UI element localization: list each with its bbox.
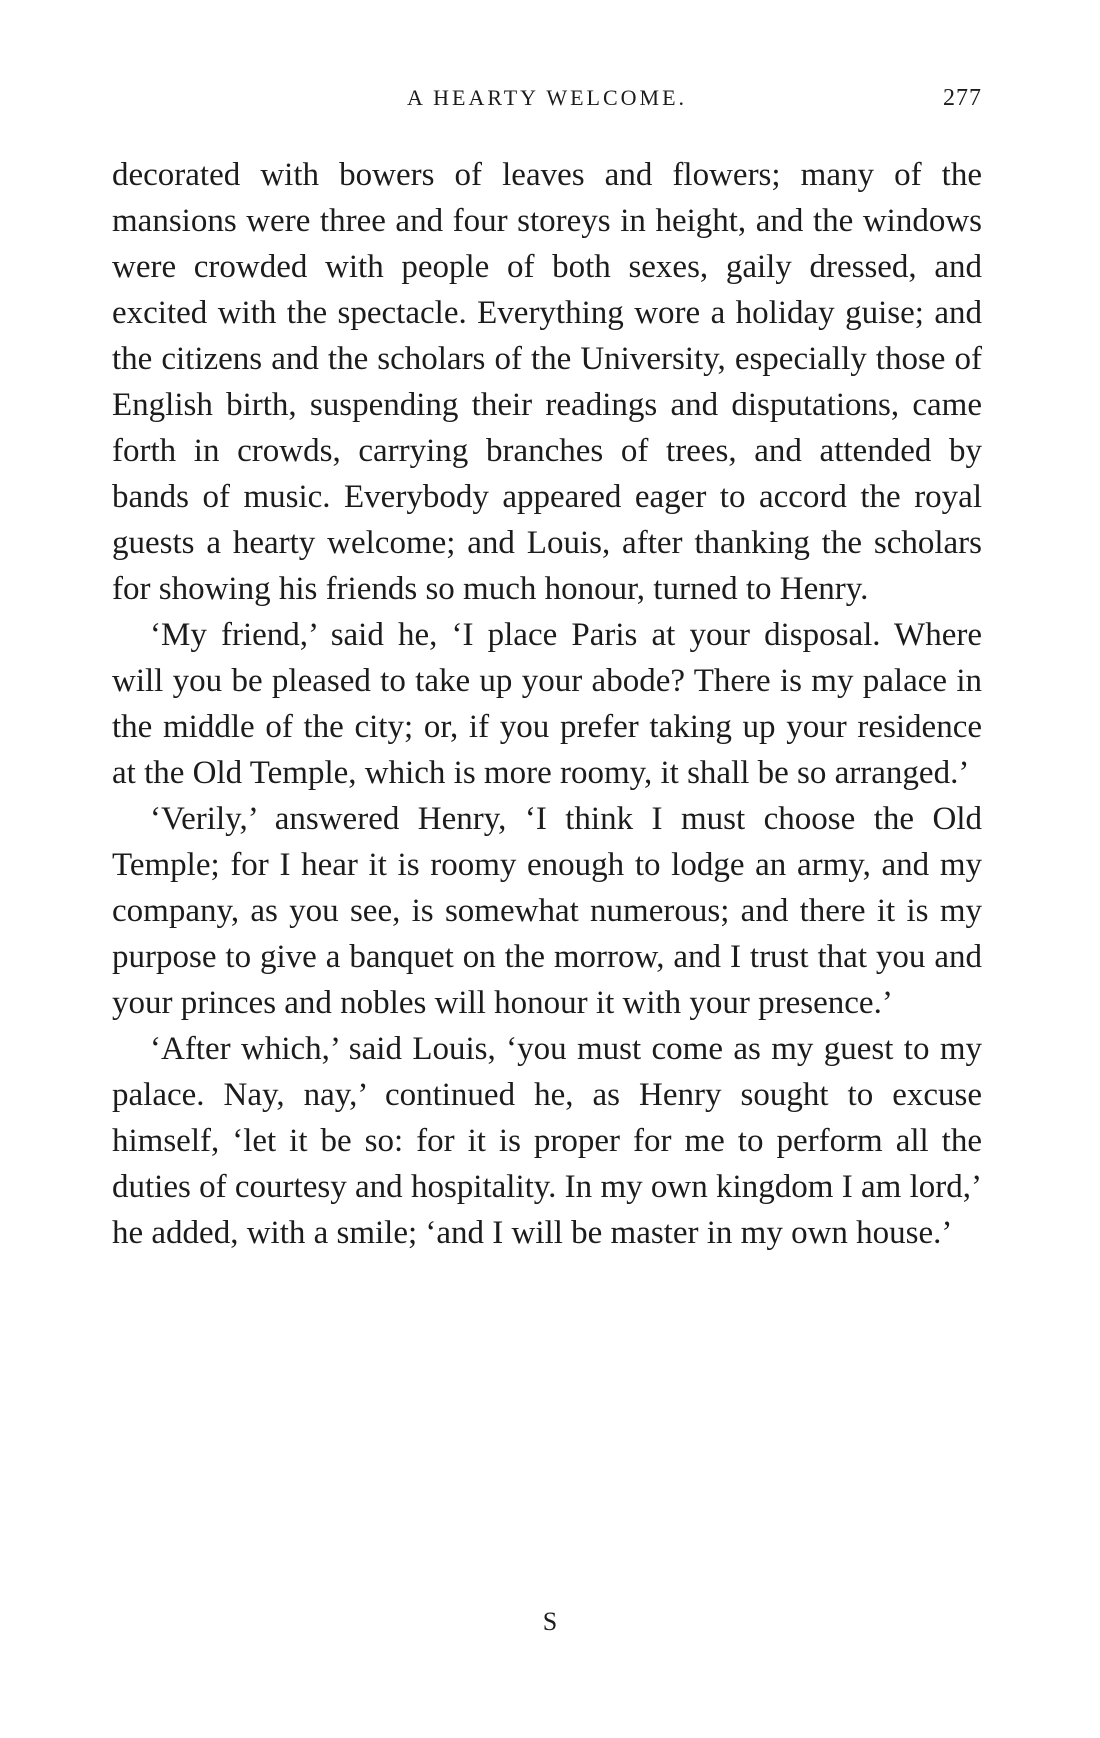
running-title: A HEARTY WELCOME. [406, 85, 688, 110]
paragraph: ‘After which,’ said Louis, ‘you must come as my guest to my palace. Nay, nay,’ continued he, as Henry sought to excuse himself, ‘let it be so: for it is proper for me to perform all the duties of courtesy and hospitality. In my own kingdom I am lord,’ he added, with a smile; ‘and I will be master in my own house.’ [112, 1031, 982, 1251]
paragraph: decorated with bowers of leaves and flowers; many of the mansions were three and four storeys in height, and the windows were crowded with people of both sexes, gaily dressed, and excited with the spectacle. Everything wore a holiday guise; and the citizens and the scholars of the University, especially those of English birth, suspending their readings and disputations, came forth in crowds, carrying branches of trees, and attended by bands of music. Everybody appeared eager to accord the royal guests a hearty welcome; and Louis, after thanking the scholars for showing his friends so much honour, turned to Henry. [112, 157, 982, 607]
running-head [112, 80, 982, 116]
page-number: 277 [943, 85, 982, 111]
body-text [112, 152, 982, 1256]
paragraph: ‘My friend,’ said he, ‘I place Paris at your disposal. Where will you be pleased to take up your abode? There is my palace in the middle of the city; or, if you prefer taking up your residence at the Old Temple, which is more roomy, it shall be so arranged.’ [112, 617, 982, 791]
signature-mark: S [542, 1607, 558, 1636]
paragraph: ‘Verily,’ answered Henry, ‘I think I must choose the Old Temple; for I hear it is roomy enough to lodge an army, and my company, as you see, is somewhat numerous; and there it is my purpose to give a banquet on the morrow, and I trust that you and your princes and nobles will honour it with your presence.’ [112, 801, 982, 1021]
